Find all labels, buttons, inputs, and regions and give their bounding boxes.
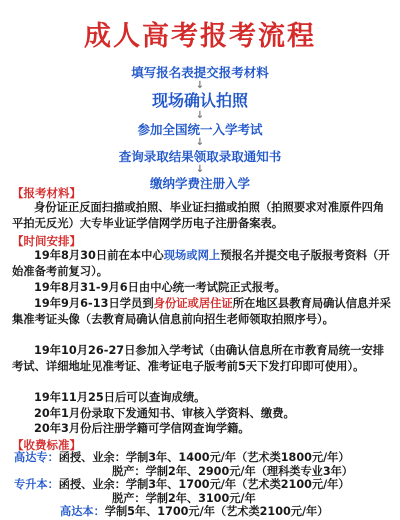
schedule-item-5: 19年11月25日后可以查询成绩。 — [34, 391, 206, 404]
fee-text: 学制5年、1700元/年（艺术类2100元/年） — [104, 505, 329, 519]
fees-heading: 【收费标准】 — [12, 438, 81, 452]
materials-heading: 【报考材料】 — [12, 186, 81, 200]
flow-step-5: 缴纳学费注册入学 — [149, 176, 250, 191]
schedule-text: 预报名并提交电子版报考资料（开始准备考前复习）。 — [12, 249, 390, 278]
down-arrow-icon: ↓ — [195, 80, 205, 91]
down-arrow-icon: ↓ — [195, 164, 205, 175]
fee-row-gaoqizhuan-fulltime: 脱产：学制2年、2900元/年（理科类专业3年） — [112, 464, 353, 478]
fee-text: 函授、业余：学制3年、1400元/年（艺术类1800元/年） — [58, 451, 350, 464]
schedule-highlight: 身份证或居住证 — [153, 297, 233, 310]
down-arrow-icon: ↓ — [195, 110, 205, 121]
fee-row-gaoqiben — [60, 505, 328, 518]
schedule-text: 19年8月30日前在本中心 — [34, 249, 164, 262]
schedule-highlight: 现场或网上 — [163, 249, 221, 262]
schedule-heading: 【时间安排】 — [12, 234, 81, 248]
fee-text: 函授、业余：学制3年、1700元/年（艺术类2100元/年） — [58, 478, 350, 492]
schedule-item-4: 19年10月26-27日参加入学考试（由确认信息所在市教育局统一安排考试、详细地址见准考证、准考证电子版考前5天下发打印即可使用）。 — [12, 344, 384, 373]
fee-label: 高达本： — [60, 505, 105, 519]
flow-step-3: 参加全国统一入学考试 — [137, 122, 263, 137]
fee-row-zhuanshengben-fulltime: 脱产：学制2年、3100元/年 — [112, 491, 256, 505]
fee-row-zhuanshengben — [14, 478, 350, 491]
page-title: 成人高考报考流程 — [84, 21, 316, 52]
schedule-item-3 — [12, 296, 392, 327]
flow-step-2: 现场确认拍照 — [151, 91, 248, 110]
down-arrow-icon: ↓ — [195, 137, 205, 148]
fee-label: 高达专： — [14, 451, 59, 464]
fee-label: 专升本： — [14, 478, 59, 492]
flow-step-4: 查询录取结果领取录取通知书 — [118, 149, 282, 164]
schedule-text: 所在地区县教育局确认信息并采集准考证头像（去教育局确认信息前向招生老师领取拍照序号）。 — [12, 297, 391, 326]
schedule-item-1 — [12, 248, 392, 279]
fee-row-gaoqizhuan — [14, 451, 350, 464]
process-flow — [0, 64, 400, 192]
schedule-item-2: 19年8月31-9月6日由中心统一考试院正式报考。 — [34, 281, 286, 294]
materials-text: 身份证正反面扫描或拍照、毕业证扫描或拍照（拍照要求对准原件四角平拍无反光）大专毕业证学信网学历电子注册备案表。 — [12, 201, 385, 230]
schedule-item-6: 20年1月份录取下发通知书、审核入学资料、缴费。 — [34, 407, 295, 420]
schedule-text: 19年9月6-13日学员到 — [34, 297, 154, 310]
schedule-item-7: 20年3月份后注册学籍可学信网查询学籍。 — [34, 422, 250, 435]
flow-step-1: 填写报名表提交报考材料 — [131, 65, 269, 80]
